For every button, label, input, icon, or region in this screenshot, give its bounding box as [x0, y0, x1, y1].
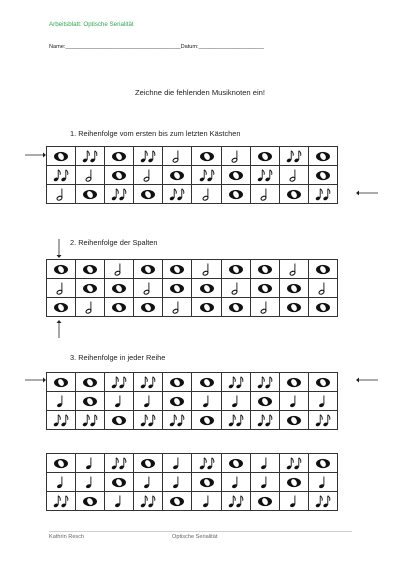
grid-cell — [47, 166, 76, 185]
grid-cell — [105, 492, 134, 511]
half-note-icon — [109, 261, 129, 277]
whole-note-icon — [80, 186, 100, 202]
grid-cell — [105, 260, 134, 279]
beamed-eighth-notes-icon — [109, 374, 129, 390]
grid-cell — [308, 492, 337, 511]
whole-note-icon — [226, 186, 246, 202]
grid-cell — [192, 298, 221, 317]
grid-cell — [192, 392, 221, 411]
grid-row — [47, 279, 338, 298]
whole-note-icon — [313, 299, 333, 315]
half-note-icon — [138, 167, 158, 183]
beamed-eighth-notes-icon — [255, 167, 275, 183]
grid-cell — [192, 454, 221, 473]
grid-cell — [279, 279, 308, 298]
grid-cell — [250, 298, 279, 317]
grid-cell — [163, 166, 192, 185]
grid-cell — [192, 260, 221, 279]
grid-cell — [279, 298, 308, 317]
whole-note-icon — [167, 374, 187, 390]
beamed-eighth-notes-icon — [197, 455, 217, 471]
grid-cell — [192, 185, 221, 204]
whole-note-icon — [51, 261, 71, 277]
grid-cell — [105, 279, 134, 298]
half-note-icon — [51, 280, 71, 296]
whole-note-icon — [167, 261, 187, 277]
grid-cell — [163, 279, 192, 298]
grid-cell — [250, 373, 279, 392]
grid-cell — [250, 473, 279, 492]
grid-cell — [279, 147, 308, 166]
whole-note-icon — [284, 299, 304, 315]
grid-cell — [250, 260, 279, 279]
grid-cell — [163, 185, 192, 204]
quarter-note-icon — [80, 455, 100, 471]
whole-note-icon — [197, 148, 217, 164]
quarter-note-icon — [197, 493, 217, 509]
grid-cell — [76, 260, 105, 279]
grid-cell — [105, 147, 134, 166]
beamed-eighth-notes-icon — [313, 493, 333, 509]
grid-row — [47, 373, 338, 392]
grid-cell — [250, 454, 279, 473]
grid-cell — [163, 392, 192, 411]
grid-cell — [221, 492, 250, 511]
grid-cell — [250, 147, 279, 166]
grid-cell — [192, 147, 221, 166]
half-note-icon — [255, 186, 275, 202]
half-note-icon — [138, 280, 158, 296]
quarter-note-icon — [255, 474, 275, 490]
whole-note-icon — [226, 167, 246, 183]
grid-cell — [134, 185, 163, 204]
grid-row — [47, 298, 338, 317]
footer-subject: Optische Serialität — [172, 534, 218, 540]
grid-cell — [192, 473, 221, 492]
whole-note-icon — [51, 374, 71, 390]
worksheet-header-title: Arbeitsblatt: Optische Serialität — [49, 21, 134, 28]
quarter-note-icon — [284, 393, 304, 409]
grid-cell — [47, 185, 76, 204]
grid-cell — [76, 185, 105, 204]
grid-cell — [279, 166, 308, 185]
grid-cell — [221, 185, 250, 204]
grid-cell — [105, 454, 134, 473]
grid-cell — [47, 298, 76, 317]
grid-cell — [47, 473, 76, 492]
grid-cell — [47, 392, 76, 411]
grid-cell — [250, 492, 279, 511]
grid-cell — [134, 454, 163, 473]
half-note-icon — [80, 167, 100, 183]
whole-note-icon — [109, 474, 129, 490]
grid-row — [47, 185, 338, 204]
grid-cell — [279, 473, 308, 492]
grid-cell — [192, 492, 221, 511]
beamed-eighth-notes-icon — [109, 455, 129, 471]
whole-note-icon — [51, 455, 71, 471]
half-note-icon — [167, 299, 187, 315]
note-grid-section-3b — [46, 453, 338, 511]
grid-cell — [308, 392, 337, 411]
beamed-eighth-notes-icon — [80, 412, 100, 428]
whole-note-icon — [109, 299, 129, 315]
grid-cell — [76, 298, 105, 317]
grid-row — [47, 392, 338, 411]
grid-cell — [76, 373, 105, 392]
beamed-eighth-notes-icon — [226, 493, 246, 509]
quarter-note-icon — [51, 393, 71, 409]
grid-cell — [250, 185, 279, 204]
grid-cell — [47, 279, 76, 298]
whole-note-icon — [284, 280, 304, 296]
quarter-note-icon — [226, 393, 246, 409]
grid-cell — [308, 473, 337, 492]
beamed-eighth-notes-icon — [51, 493, 71, 509]
grid-cell — [221, 373, 250, 392]
half-note-icon — [255, 299, 275, 315]
beamed-eighth-notes-icon — [51, 167, 71, 183]
grid-cell — [308, 166, 337, 185]
whole-note-icon — [197, 474, 217, 490]
grid-cell — [308, 147, 337, 166]
quarter-note-icon — [167, 474, 187, 490]
grid-cell — [134, 473, 163, 492]
footer-author: Kathrin Resch — [49, 534, 85, 540]
grid-cell — [134, 411, 163, 430]
beamed-eighth-notes-icon — [138, 493, 158, 509]
grid-cell — [279, 454, 308, 473]
grid-row — [47, 492, 338, 511]
grid-cell — [163, 492, 192, 511]
grid-cell — [105, 298, 134, 317]
whole-note-icon — [80, 374, 100, 390]
beamed-eighth-notes-icon — [284, 455, 304, 471]
quarter-note-icon — [51, 474, 71, 490]
main-instruction-title: Zeichne die fehlenden Musiknoten ein! — [134, 88, 266, 97]
whole-note-icon — [226, 261, 246, 277]
arrow-icon — [355, 188, 379, 198]
half-note-icon — [197, 261, 217, 277]
grid-cell — [47, 454, 76, 473]
whole-note-icon — [80, 280, 100, 296]
grid-cell — [134, 373, 163, 392]
beamed-eighth-notes-icon — [255, 412, 275, 428]
quarter-note-icon — [313, 393, 333, 409]
whole-note-icon — [80, 261, 100, 277]
whole-note-icon — [226, 299, 246, 315]
whole-note-icon — [313, 455, 333, 471]
grid-cell — [76, 392, 105, 411]
grid-cell — [76, 411, 105, 430]
grid-cell — [163, 454, 192, 473]
grid-cell — [221, 392, 250, 411]
whole-note-icon — [284, 412, 304, 428]
grid-cell — [221, 454, 250, 473]
grid-cell — [308, 411, 337, 430]
beamed-eighth-notes-icon — [138, 374, 158, 390]
whole-note-icon — [51, 299, 71, 315]
whole-note-icon — [197, 299, 217, 315]
grid-cell — [76, 454, 105, 473]
arrow-icon — [355, 375, 379, 385]
whole-note-icon — [138, 299, 158, 315]
grid-cell — [221, 411, 250, 430]
grid-cell — [250, 279, 279, 298]
half-note-icon — [197, 186, 217, 202]
half-note-icon — [226, 148, 246, 164]
beamed-eighth-notes-icon — [138, 148, 158, 164]
quarter-note-icon — [109, 393, 129, 409]
beamed-eighth-notes-icon — [51, 412, 71, 428]
section-3-title: 3. Reihenfolge in jeder Reihe — [70, 353, 166, 362]
grid-cell — [308, 260, 337, 279]
grid-cell — [134, 298, 163, 317]
whole-note-icon — [255, 148, 275, 164]
half-note-icon — [167, 148, 187, 164]
grid-row — [47, 147, 338, 166]
whole-note-icon — [167, 393, 187, 409]
beamed-eighth-notes-icon — [138, 412, 158, 428]
whole-note-icon — [109, 280, 129, 296]
quarter-note-icon — [255, 455, 275, 471]
grid-cell — [134, 147, 163, 166]
grid-cell — [192, 373, 221, 392]
arrow-icon — [24, 375, 46, 385]
whole-note-icon — [138, 186, 158, 202]
grid-cell — [76, 492, 105, 511]
note-grid-section-2 — [46, 259, 338, 317]
grid-cell — [308, 185, 337, 204]
section-2-title: 2. Reihenfolge der Spalten — [70, 238, 158, 247]
beamed-eighth-notes-icon — [167, 412, 187, 428]
grid-row — [47, 411, 338, 430]
grid-cell — [105, 411, 134, 430]
grid-cell — [134, 260, 163, 279]
quarter-note-icon — [313, 474, 333, 490]
grid-cell — [163, 473, 192, 492]
beamed-eighth-notes-icon — [80, 148, 100, 164]
whole-note-icon — [313, 167, 333, 183]
grid-cell — [47, 260, 76, 279]
whole-note-icon — [255, 261, 275, 277]
quarter-note-icon — [138, 474, 158, 490]
grid-row — [47, 454, 338, 473]
note-grid-section-3a — [46, 372, 338, 430]
grid-cell — [308, 279, 337, 298]
grid-cell — [279, 185, 308, 204]
quarter-note-icon — [226, 474, 246, 490]
grid-cell — [308, 298, 337, 317]
whole-note-icon — [197, 412, 217, 428]
whole-note-icon — [109, 167, 129, 183]
grid-cell — [250, 411, 279, 430]
grid-cell — [105, 473, 134, 492]
quarter-note-icon — [80, 474, 100, 490]
grid-cell — [105, 166, 134, 185]
half-note-icon — [51, 186, 71, 202]
beamed-eighth-notes-icon — [109, 186, 129, 202]
grid-cell — [279, 373, 308, 392]
grid-cell — [76, 473, 105, 492]
grid-cell — [221, 260, 250, 279]
whole-note-icon — [313, 261, 333, 277]
grid-cell — [221, 298, 250, 317]
half-note-icon — [313, 280, 333, 296]
grid-cell — [134, 492, 163, 511]
whole-note-icon — [167, 167, 187, 183]
grid-cell — [163, 298, 192, 317]
whole-note-icon — [313, 148, 333, 164]
grid-row — [47, 260, 338, 279]
grid-cell — [76, 147, 105, 166]
grid-cell — [221, 166, 250, 185]
grid-cell — [192, 166, 221, 185]
whole-note-icon — [284, 186, 304, 202]
whole-note-icon — [138, 261, 158, 277]
whole-note-icon — [255, 493, 275, 509]
quarter-note-icon — [167, 455, 187, 471]
quarter-note-icon — [109, 493, 129, 509]
grid-cell — [192, 279, 221, 298]
half-note-icon — [80, 299, 100, 315]
name-date-line: Name:_____________________________________Datum:_____________________ — [49, 44, 264, 50]
whole-note-icon — [255, 393, 275, 409]
whole-note-icon — [80, 493, 100, 509]
grid-cell — [76, 166, 105, 185]
grid-cell — [47, 411, 76, 430]
note-grid-section-1 — [46, 146, 338, 204]
whole-note-icon — [284, 374, 304, 390]
whole-note-icon — [313, 374, 333, 390]
grid-cell — [163, 411, 192, 430]
grid-row — [47, 473, 338, 492]
whole-note-icon — [284, 474, 304, 490]
beamed-eighth-notes-icon — [226, 374, 246, 390]
quarter-note-icon — [284, 493, 304, 509]
grid-cell — [105, 392, 134, 411]
whole-note-icon — [167, 280, 187, 296]
footer-divider — [49, 531, 352, 532]
whole-note-icon — [255, 280, 275, 296]
half-note-icon — [284, 261, 304, 277]
grid-cell — [163, 147, 192, 166]
grid-cell — [47, 373, 76, 392]
grid-cell — [134, 392, 163, 411]
grid-cell — [105, 185, 134, 204]
grid-cell — [163, 373, 192, 392]
half-note-icon — [226, 280, 246, 296]
grid-cell — [221, 279, 250, 298]
arrow-icon — [54, 319, 64, 339]
whole-note-icon — [109, 412, 129, 428]
grid-cell — [47, 492, 76, 511]
quarter-note-icon — [138, 393, 158, 409]
grid-cell — [308, 454, 337, 473]
grid-cell — [134, 166, 163, 185]
half-note-icon — [284, 167, 304, 183]
grid-cell — [279, 492, 308, 511]
grid-cell — [279, 411, 308, 430]
grid-cell — [308, 373, 337, 392]
whole-note-icon — [51, 148, 71, 164]
grid-cell — [279, 392, 308, 411]
grid-cell — [76, 279, 105, 298]
beamed-eighth-notes-icon — [255, 374, 275, 390]
grid-row — [47, 166, 338, 185]
grid-cell — [105, 373, 134, 392]
grid-cell — [163, 260, 192, 279]
quarter-note-icon — [197, 393, 217, 409]
grid-cell — [279, 260, 308, 279]
whole-note-icon — [197, 374, 217, 390]
whole-note-icon — [226, 455, 246, 471]
beamed-eighth-notes-icon — [313, 186, 333, 202]
grid-cell — [250, 166, 279, 185]
grid-cell — [221, 473, 250, 492]
arrow-icon — [24, 150, 46, 160]
beamed-eighth-notes-icon — [226, 412, 246, 428]
whole-note-icon — [197, 280, 217, 296]
grid-cell — [192, 411, 221, 430]
whole-note-icon — [109, 148, 129, 164]
beamed-eighth-notes-icon — [167, 186, 187, 202]
beamed-eighth-notes-icon — [197, 167, 217, 183]
grid-cell — [134, 279, 163, 298]
section-1-title: 1. Reihenfolge vom ersten bis zum letzten Kästchen — [70, 129, 241, 138]
beamed-eighth-notes-icon — [313, 412, 333, 428]
grid-cell — [221, 147, 250, 166]
whole-note-icon — [167, 493, 187, 509]
whole-note-icon — [80, 393, 100, 409]
grid-cell — [250, 392, 279, 411]
arrow-icon — [54, 238, 64, 259]
whole-note-icon — [138, 455, 158, 471]
beamed-eighth-notes-icon — [284, 148, 304, 164]
grid-cell — [47, 147, 76, 166]
